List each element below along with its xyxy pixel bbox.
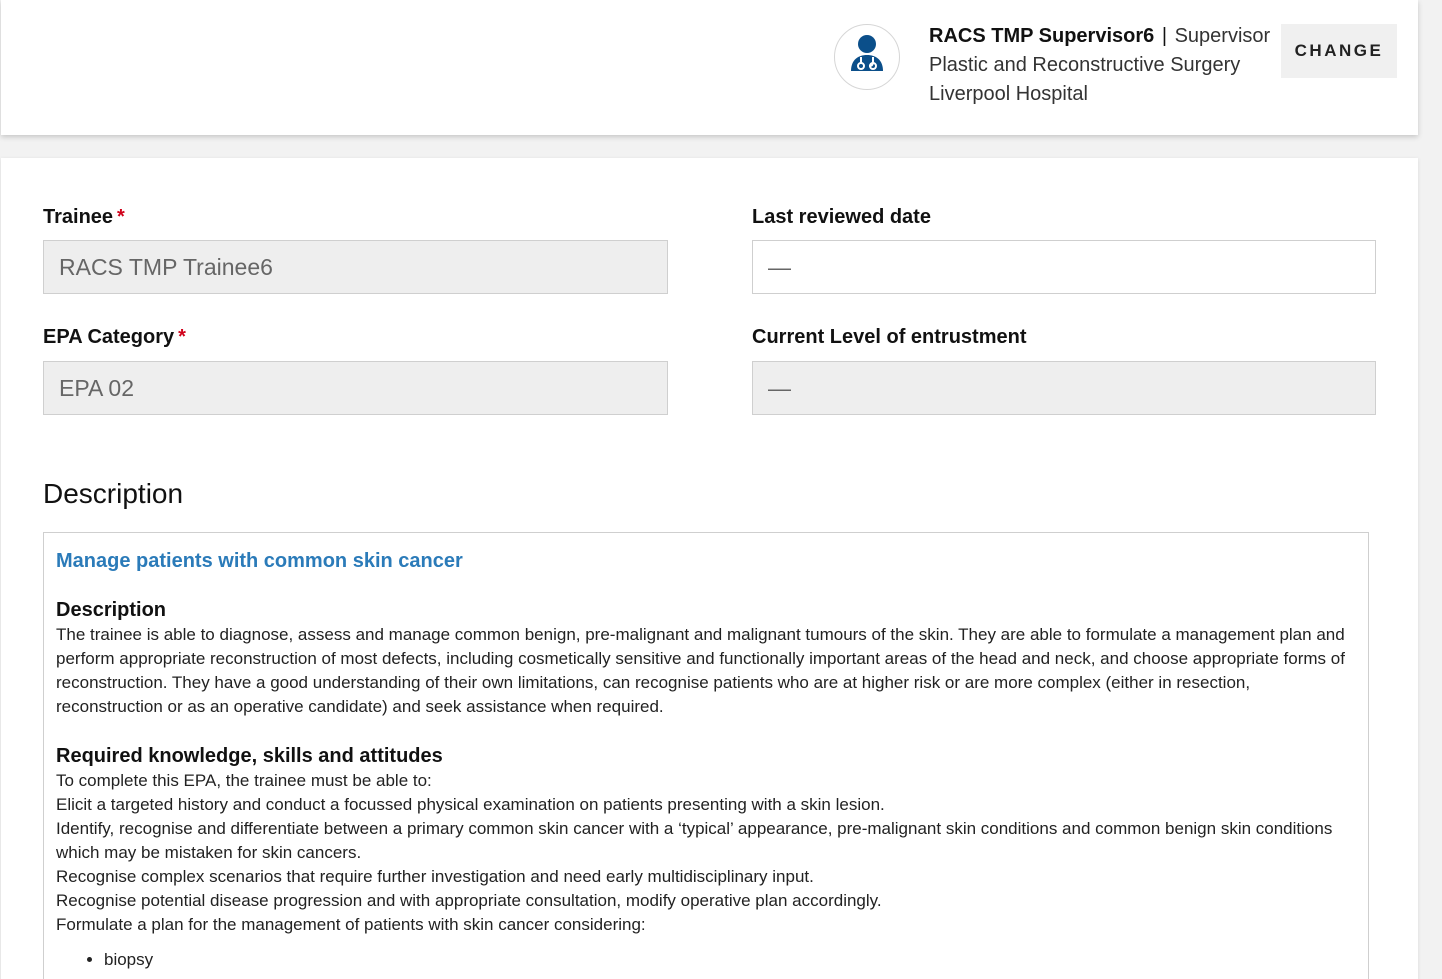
user-specialty: Plastic and Reconstructive Surgery <box>929 54 1241 76</box>
user-hospital: Liverpool Hospital <box>929 83 1088 105</box>
required-marker: * <box>178 326 186 348</box>
avatar <box>834 24 900 90</box>
list-item: • biopsy <box>104 945 1356 975</box>
requirement-line: Recognise complex scenarios that require further investigation and need early multidisciplinary input. <box>56 867 814 886</box>
epa-category-label <box>43 326 186 349</box>
last-reviewed-label: Last reviewed date <box>752 206 931 228</box>
requirement-line: Formulate a plan for the management of patients with skin cancer considering: <box>56 915 646 934</box>
required-knowledge-list <box>56 769 1356 937</box>
description-box <box>43 532 1369 979</box>
description-section-title: Description <box>43 478 184 509</box>
description-heading: Description <box>56 599 167 621</box>
trainee-value: RACS TMP Trainee6 <box>59 253 273 280</box>
epa-category-label-text: EPA Category <box>43 326 175 348</box>
last-reviewed-field[interactable] <box>752 240 1376 294</box>
consideration-list <box>104 945 1356 975</box>
entrustment-value: — <box>768 374 791 401</box>
user-name: RACS TMP Supervisor6 <box>929 25 1155 47</box>
requirement-line: Elicit a targeted history and conduct a focussed physical examination on patients presenting with a skin lesion. <box>56 795 885 814</box>
doctor-icon <box>839 27 895 88</box>
last-reviewed-value: — <box>768 253 791 280</box>
epa-title: Manage patients with common skin cancer <box>56 550 463 572</box>
main-card <box>1 158 1418 979</box>
separator: | <box>1161 25 1168 47</box>
requirement-line: To complete this EPA, the trainee must be able to: <box>56 771 432 790</box>
trainee-field <box>43 240 668 294</box>
trainee-label <box>43 206 125 229</box>
requirement-line: Identify, recognise and differentiate between a primary common skin cancer with a ‘typical’ appearance, pre-malignant skin conditions and common benign skin conditions which may be mistaken for skin cancers. <box>56 819 1333 862</box>
entrustment-label: Current Level of entrustment <box>752 326 1027 348</box>
user-info <box>929 22 1270 109</box>
epa-category-value: EPA 02 <box>59 374 135 401</box>
header-bar <box>1 0 1418 135</box>
required-knowledge-heading: Required knowledge, skills and attitudes <box>56 745 443 767</box>
required-marker: * <box>117 206 125 228</box>
user-role: Supervisor <box>1174 25 1271 47</box>
change-button[interactable]: CHANGE <box>1281 24 1397 78</box>
entrustment-field <box>752 361 1376 415</box>
description-text: The trainee is able to diagnose, assess and manage common benign, pre-malignant and malignant tumours of the skin. They are able to formulate a management plan and perform appropriate reconstruction of most defects, including cosmetically sensitive and functionally important areas of the head and neck, and choose appropriate forms of reconstruction. They have a good understanding of their own limitations, can recognise patients who are at higher risk or are more complex (either in resection, reconstruction or as an operative candidate) and seek assistance when required. <box>56 625 1345 716</box>
trainee-label-text: Trainee <box>43 206 114 228</box>
requirement-line: Recognise potential disease progression and with appropriate consultation, modify operative plan accordingly. <box>56 891 882 910</box>
epa-category-field <box>43 361 668 415</box>
